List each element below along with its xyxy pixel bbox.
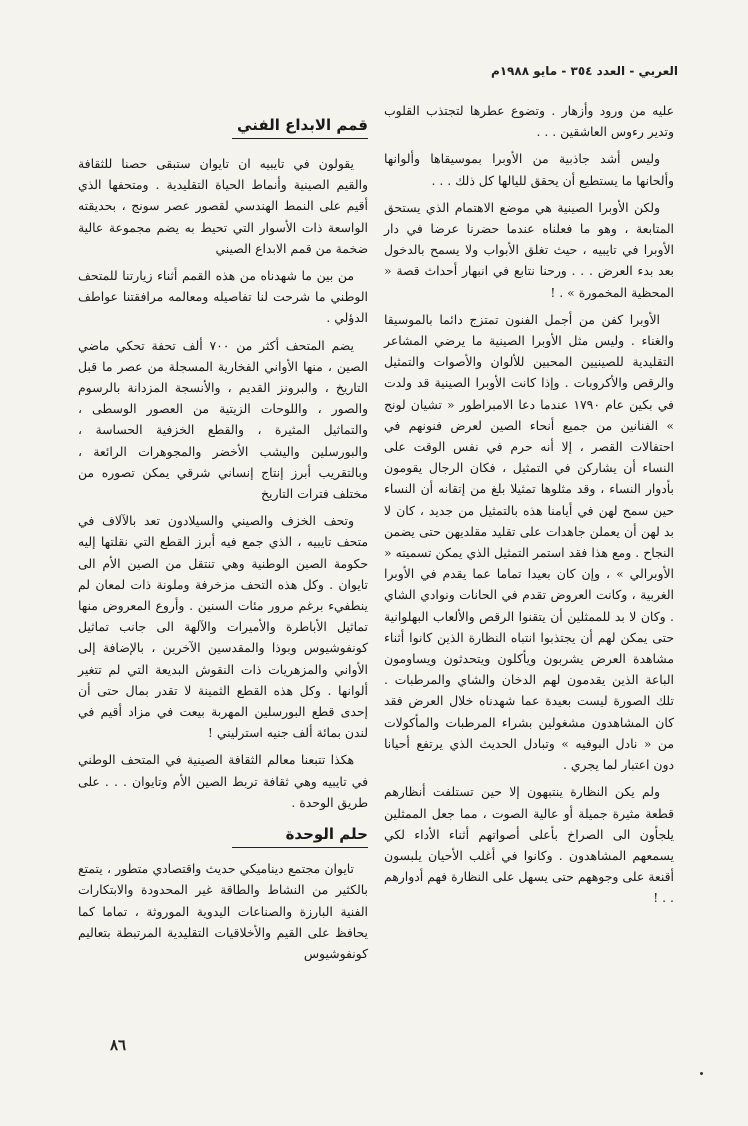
left-column — [78, 112, 368, 970]
page-number: ٨٦ — [110, 1036, 127, 1054]
section-heading-text: قمم الابداع الفني — [237, 116, 368, 134]
paragraph: عليه من ورود وأزهار . وتضوع عطرها لتجتذب القلوب وتدير رءوس العاشقين . . . — [384, 103, 674, 140]
section-heading — [78, 114, 368, 139]
paragraph: ولكن الأوبرا الصينية هي موضع الاهتمام الذي يستحق المتابعة ، وهو ما فعلناه عندما حضرنا عرضا في دار الأوبرا في تايبيه ، حيث تغلق الأبواب ولا يسمح بالدخول بعد بدء العرض . . . ورحنا نتابع في انبهار أحداث قصة « المحظية المخمورة » . ! — [384, 199, 674, 300]
heading-underline — [232, 138, 368, 139]
running-head: العربي - العدد ٣٥٤ - مايو ١٩٨٨م — [490, 64, 678, 78]
print-speck — [700, 1072, 703, 1075]
paragraph: من بين ما شهدناه من هذه القمم أثناء زيارتنا للمتحف الوطني ما شرحت لنا تفاصيله ومعالمه مرافقتنا عواطف الدؤلي . — [78, 268, 368, 326]
paragraph: هكذا تتبعنا معالم الثقافة الصينية في المتحف الوطني في تايبيه وهي ثقافة تربط الصين الأم وتايوان . . . على طريق الوحدة . — [78, 752, 368, 810]
paragraph: وتحف الخزف والصيني والسيلادون تعد بالآلاف في متحف تايبيه ، الذي جمع فيه أبرز القطع التي نقلتها إليه حكومة الصين الوطنية وهي تنتقل من الصين الأم الى تايوان . وكل هذه التحف مزخرفة وملونة ذات لمعان لم ينطفيء برغم مرور مئات السنين . وأروع المعروض منها تماثيل الأباطرة والأميرات والآلهة الى جانب تماثيل كونفوشيوس وبوذا والمقدسين الآخرين ، بالإضافة إلى الأواني والمزهريات ذات النقوش البديعة التي لم تتغير ألوانها . وكل هذه القطع الثمينة لا تقدر بمال حتى أن إحدى قطع البورسلين المهربة بيعت في مزاد أقيم في لندن بمائة ألف جنيه استرليني ! — [78, 513, 368, 741]
right-column — [384, 100, 674, 915]
paragraph: يقولون في تايبيه ان تايوان ستبقى حصنا للثقافة والقيم الصينية وأنماط الحياة التقليدية . ومتحفها الذي أقيم على النمط الهندسي لقصور عصر سونج ، بحديقته الواسعة ذات الأسوار التي تحيط به يضم مجموعة عالية ضخمة من قمم الابداع الصيني — [78, 156, 368, 256]
paragraph: يضم المتحف أكثر من ٧٠٠ ألف تحفة تحكي ماضي الصين ، منها الأواني الفخارية المسجلة من عصر ما قبل التاريخ ، والبرونز القديم ، والأنسجة المزدانة بالرسوم والصور ، واللوحات الزيتية من العصور الوسطى ، والتماثيل المثيرة ، والقطع الخزفية الحساسة ، والبورسلين واليشب الأخضر والمجوهرات الرائعة ، وبالتقريب أبرز إنتاج إنساني شرقي يمكن تصوره من مختلف فترات التاريخ — [78, 337, 368, 502]
section-heading — [78, 823, 368, 848]
paragraph: ولم يكن النظارة ينتبهون إلا حين تستلفت أنظارهم قطعة مثيرة جميلة أو عالية الصوت ، مما جعل الممثلين يلجأون الى الصراخ بأعلى أصواتهم أثناء الأداء لكي يسمعهم المشاهدون . وكانوا في أغلب الأحيان يلبسون أقنعة على وجوههم حتى يسهل على النظارة فهم أدوارهم . . ! — [384, 784, 674, 906]
paragraph: وليس أشد جاذبية من الأوبرا بموسيقاها وألوانها وألحانها ما يستطيع أن يحقق لليالها كل ذلك . . . — [384, 151, 674, 188]
paragraph: الأوبرا كفن من أجمل الفنون تمتزج دائما بالموسيقا والغناء . وليس مثل الأوبرا الصينية ما يرضي المشاعر التقليدية للصينيين المحبين للألوان والأصوات والتمثيل والرقص والأكروبات . وإذا كانت الأوبرا الصينية قد ولدت في بكين عام ١٧٩٠ عندما دعا الامبراطور « تشيان لونج » الفنانين من جميع أنحاء الصين لعرض فنونهم في احتفالات القصر ، إلا أنه حرم في نفس الوقت على النساء أن يشاركن في التمثيل ، فكان الرجال يقومون بأدوار النساء ، وقد مثلوها تمثيلا بلغ من إتقانه أن النساء حين سمح لهن في أيامنا هذه بالتمثيل من جديد ، كان لا بد لهن أن يعملن جاهدات على تقليد مقلديهن حتى يضمن النجاح . ومع هذا فقد استمر التمثيل الذي يمكن تسميته « الأوبرالي » ، وإن كان بعيدا تماما عما يقدم في الأوبرا الغربية ، وكانت العروض تقدم في الحانات ونوادي الشاي . وكان لا بد للممثلين أن يتقنوا الرقص والألعاب البهلوانية حتى يمكن لهم أن يجتذبوا انتباه النظارة الذين كانوا أثناء مشاهدة العرض يشربون ويأكلون ويتحدثون ويساومون الباعة الذين يقدمون لهم الدخان والشاي والمرطبات . تلك الصورة ليست بعيدة عما شهدناه خلال العرض فقد كان المشاهدون مشغولين بشراء المرطبات والمأكولات من « نادل البوفيه » وتبادل الحديث الذي يرتفع أحيانا دون اعتبار لما يجري . — [384, 311, 674, 773]
heading-underline — [232, 847, 368, 848]
section-heading-text: حلم الوحدة — [285, 825, 368, 844]
paragraph: تايوان مجتمع ديناميكي حديث واقتصادي متطور ، يتمتع بالكثير من النشاط والطاقة غير المحدودة والابتكارات الفنية البارزة والصناعات اليدوية الموروثة ، تماما كما يحافظ على القيم والأخلاقيات التقليدية المرتبطة بتعاليم كونفوشيوس — [78, 861, 368, 961]
